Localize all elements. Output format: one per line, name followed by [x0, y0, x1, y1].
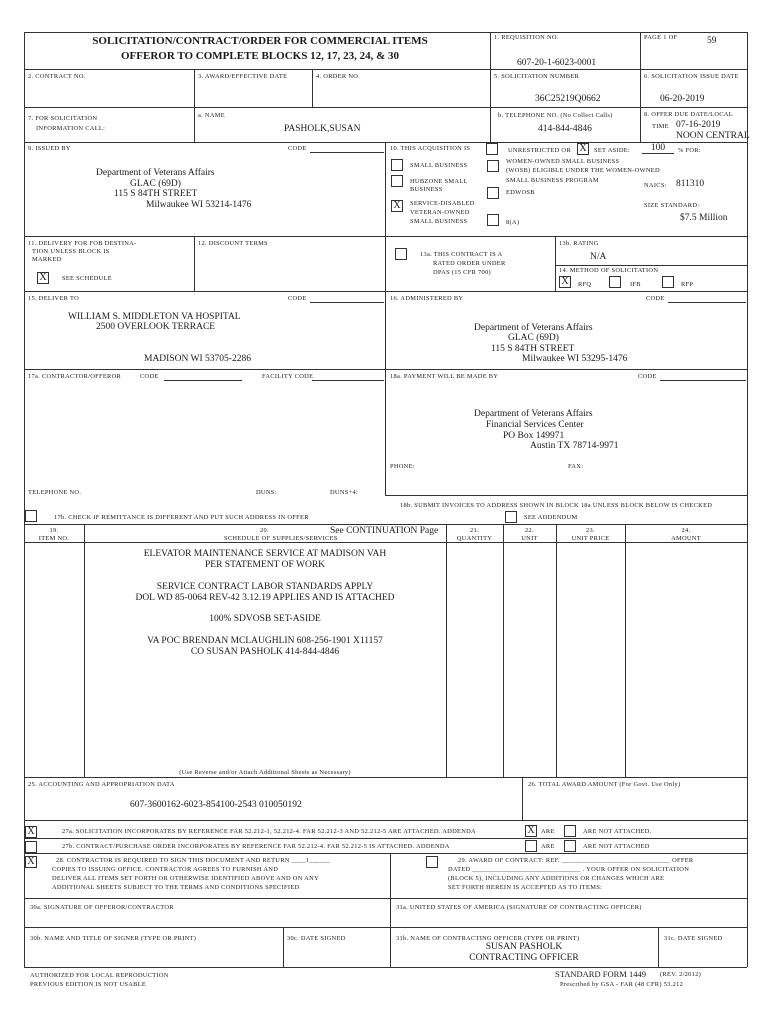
schedule-line: VA POC BRENDAN MCLAUGHLIN 608-256-1901 X11157 [147, 636, 383, 646]
form-title-line1: SOLICITATION/CONTRACT/ORDER FOR COMMERCIAL ITEMS [92, 35, 428, 47]
delivery-label-1: 11. DELIVERY FOR FOB DESTINA- [28, 240, 137, 247]
code-underline [310, 152, 384, 153]
schedule-line: SERVICE CONTRACT LABOR STANDARDS APPLY [156, 582, 374, 592]
col-item-no: ITEM NO. [38, 535, 70, 542]
deliver-line1: WILLIAM S. MIDDLETON VA HOSPITAL [68, 312, 241, 322]
offer-due-date[interactable]: 07-16-2019 [676, 120, 721, 130]
col-amount: AMOUNT [671, 535, 701, 542]
total-award-label: 26. TOTAL AWARD AMOUNT (For Govt. Use Only) [528, 781, 681, 788]
addenda-are-not-checkbox[interactable] [564, 825, 576, 837]
addenda2-are-not-checkbox[interactable] [564, 840, 576, 852]
schedule-line: CO SUSAN PASHOLK 414-844-4846 [190, 647, 340, 657]
issued-by-code-label: CODE [288, 145, 307, 152]
naics-code[interactable]: 811310 [676, 179, 705, 189]
submit-invoices-label: 18b. SUBMIT INVOICES TO ADDRESS SHOWN IN BLOCK 18a UNLESS BLOCK BELOW IS CHECKED [400, 502, 713, 509]
rfp-label: RFP [681, 281, 694, 288]
code-underline [312, 380, 384, 381]
rfp-checkbox[interactable] [662, 276, 674, 288]
signature-offeror-label: 30a. SIGNATURE OF OFFEROR/CONTRACTOR [30, 904, 174, 911]
admin-line2: GLAC (69D) [508, 333, 559, 343]
29-line1: 29. AWARD OF CONTRACT: REF. _______________________________ OFFER [458, 857, 694, 864]
col-amount-num: 24. [681, 527, 691, 534]
administered-code-label: CODE [646, 295, 665, 302]
page-count: 59 [707, 36, 717, 46]
col-unit-price-num: 23. [586, 527, 595, 534]
col-schedule-num: 20. [260, 527, 269, 534]
col-unit-num: 22. [525, 527, 534, 534]
28-line3: DELIVER ALL ITEMS SET FORTH OR OTHERWISE IDENTIFIED ABOVE AND ON ANY [52, 875, 319, 882]
29-checkbox[interactable] [426, 856, 438, 868]
small-business-label: SMALL BUSINESS [410, 162, 468, 169]
see-schedule-label: SEE SCHEDULE [62, 275, 112, 282]
rated-order-label-1: 13a. THIS CONTRACT IS A [420, 251, 503, 258]
rated-order-checkbox[interactable] [395, 248, 407, 260]
29-line2: DATED _______________________________ . YOUR OFFER ON SOLICITATION [448, 866, 690, 873]
schedule-line: DOL WD 85-0064 REV-42 3.12.19 APPLIES AND IS ATTACHED [135, 593, 395, 603]
contract-no-label: 2. CONTRACT NO. [28, 73, 86, 80]
unrestricted-checkbox[interactable] [486, 143, 498, 155]
sdvosb-label-3: SMALL BUSINESS [410, 218, 468, 225]
page-label: PAGE 1 OF [644, 34, 678, 41]
edwosb-label: EDWOSB [506, 189, 535, 196]
payment-line3: PO Box 149971 [503, 431, 565, 441]
addenda2-are-not-label: ARE NOT ATTACHED [583, 843, 650, 850]
payment-label: 18a. PAYMENT WILL BE MADE BY [390, 373, 499, 380]
schedule-line: PER STATEMENT OF WORK [204, 560, 326, 570]
29-line4: SET FORTH HEREIN IS ACCEPTED AS TO ITEMS: [448, 884, 603, 891]
offer-due-label: 8. OFFER DUE DATE/LOCAL [644, 111, 733, 118]
8a-checkbox[interactable] [487, 214, 499, 226]
payment-line4: Austin TX 78714-9971 [530, 441, 619, 451]
issuer-line3: 115 S 84TH STREET [114, 189, 198, 199]
officer-date-signed-label: 31c. DATE SIGNED [664, 935, 723, 942]
payment-code-label: CODE [638, 373, 657, 380]
naics-label: NAICS: [644, 182, 667, 189]
footer-revision: (REV. 2/2012) [660, 971, 702, 978]
col-quantity: QUANTITY [456, 535, 493, 542]
rated-order-label-3: DPAS (15 CFR 700) [433, 269, 491, 276]
28-line2: COPIES TO ISSUING OFFICE. CONTRACTOR AGREES TO FURNISH AND [52, 866, 279, 873]
signature-usa-label: 31a. UNITED STATES OF AMERICA (SIGNATURE OF CONTRACTING OFFICER) [396, 904, 642, 911]
remittance-checkbox[interactable] [25, 510, 37, 522]
admin-line3: 115 S 84TH STREET [491, 344, 575, 354]
requisition-number[interactable]: 607-20-1-6023-0001 [517, 58, 597, 68]
solicitation-date-label: 6. SOLICITATION ISSUE DATE [644, 73, 739, 80]
facility-code-label: FACILITY CODE [262, 373, 314, 380]
see-schedule-checkbox[interactable]: X [37, 272, 49, 284]
col-unit-price: UNIT PRICE [571, 535, 610, 542]
order-no-label: 4. ORDER NO. [316, 73, 361, 80]
issuer-line1: Department of Veterans Affairs [96, 168, 215, 178]
hubzone-label-2: BUSINESS [410, 186, 443, 193]
solicitation-number-label: 5. SOLICITATION NUMBER [494, 73, 580, 80]
administered-by-label: 16. ADMINISTERED BY [390, 295, 464, 302]
rating-value[interactable]: N/A [590, 252, 607, 262]
28-line1: 28. CONTRACTOR IS REQUIRED TO SIGN THIS DOCUMENT AND RETURN ____1______ [56, 857, 331, 864]
code-underline [310, 302, 384, 303]
signer-name-label: 30b. NAME AND TITLE OF SIGNER (TYPE OR PRINT) [30, 935, 197, 942]
admin-line4: Milwaukee WI 53295-1476 [522, 354, 628, 364]
col-quantity-num: 21. [470, 527, 479, 534]
code-underline [164, 380, 242, 381]
addenda-are-label: ARE [541, 828, 555, 835]
payment-line2: Financial Services Center [486, 420, 584, 430]
contractor-code-label: CODE [140, 373, 159, 380]
wosb-label-1: WOMEN-OWNED SMALL BUSINESS [506, 158, 620, 165]
28-line4: ADDITIONAL SHEETS SUBJECT TO THE TERMS AND CONDITIONS SPECIFIED [52, 884, 300, 891]
27b-checkbox[interactable] [25, 841, 37, 853]
offer-time-label: TIME [652, 123, 669, 130]
info-call-label-2: INFORMATION CALL: [36, 125, 106, 132]
footer-previous-edition: PREVIOUS EDITION IS NOT USABLE [30, 981, 147, 988]
size-standard-label: SIZE STANDARD: [644, 202, 700, 209]
addenda2-are-checkbox[interactable] [525, 840, 537, 852]
edwosb-checkbox[interactable] [487, 187, 499, 199]
admin-line1: Department of Veterans Affairs [474, 323, 593, 333]
col-item-no-num: 19. [49, 527, 59, 534]
telephone-label: b. TELEPHONE NO. (No Collect Calls) [498, 112, 613, 119]
col-unit: UNIT [521, 535, 538, 542]
footer-prescribed: Prescribed by GSA - FAR (48 CFR) 53.212 [560, 981, 684, 988]
solicitation-number[interactable]: 36C25219Q0662 [535, 94, 601, 104]
requisition-label: 1. REQUISITION NO. [494, 34, 559, 41]
deliver-to-label: 15. DELIVER TO [28, 295, 80, 302]
code-underline [660, 380, 746, 381]
issuer-line2: GLAC (69D) [130, 179, 181, 189]
discount-terms-label: 12. DISCOUNT TERMS [198, 240, 268, 247]
issuer-line4: Milwaukee WI 53214-1476 [146, 200, 252, 210]
hubzone-label-1: HUBZONE SMALL [410, 178, 468, 185]
8a-label: 8(A) [506, 219, 520, 226]
continuation-note: See CONTINUATION Page [330, 526, 439, 536]
form-title-line2: OFFEROR TO COMPLETE BLOCKS 12, 17, 23, 24, & 30 [121, 50, 399, 62]
telephone-no-label: TELEPHONE NO. [28, 489, 82, 496]
deliver-line3: MADISON WI 53705-2286 [144, 354, 251, 364]
accounting-label: 25. ACCOUNTING AND APPROPRIATION DATA [28, 781, 175, 788]
see-addendum-checkbox[interactable] [505, 511, 517, 523]
reverse-sheets-note: (Use Reverse and/or Attach Additional Sheets as Necessary) [179, 769, 351, 776]
set-aside-percent[interactable]: 100 [642, 143, 674, 154]
rating-label: 13b. RATING [559, 240, 599, 247]
contracting-officer-name: SUSAN PASHOLK [485, 942, 563, 952]
rfq-checkbox[interactable]: X [559, 276, 571, 288]
contact-phone[interactable]: 414-844-4846 [538, 124, 592, 134]
schedule-line: 100% SDVOSB SET-ASIDE [209, 614, 321, 624]
accounting-value[interactable]: 607-3600162-6023-854100-2543 010050192 [130, 800, 302, 810]
addenda-are-not-label: ARE NOT ATTACHED. [583, 828, 652, 835]
ifb-label: IFB [630, 281, 641, 288]
wosb-label-3: SMALL BUSINESS PROGRAM [506, 177, 600, 184]
footer-reproduction: AUTHORIZED FOR LOCAL REPRODUCTION [30, 972, 169, 979]
fax-label: FAX: [568, 463, 584, 470]
code-underline [668, 302, 746, 303]
phone-label: PHONE: [390, 463, 415, 470]
29-line3: (BLOCK 5), INCLUDING ANY ADDITIONS OR CHANGES WHICH ARE [448, 875, 665, 882]
see-addendum-label: SEE ADDENDUM [524, 514, 578, 521]
solicitation-date[interactable]: 06-20-2019 [660, 94, 705, 104]
rated-order-label-2: RATED ORDER UNDER [433, 260, 506, 267]
award-date-label: 3. AWARD/EFFECTIVE DATE [198, 73, 288, 80]
percent-for-label: % FOR: [678, 147, 701, 154]
ifb-checkbox[interactable] [609, 276, 621, 288]
offer-due-time[interactable]: NOON CENTRAL [676, 131, 750, 141]
27b-label: 27b. CONTRACT/PURCHASE ORDER INCORPORATES BY REFERENCE FAR 52.212-4. FAR 52.212-5 IS ATTACHED. ADDENDA [62, 843, 450, 850]
footer-form-number: STANDARD FORM 1449 [555, 969, 646, 979]
addenda-are-checkbox[interactable]: X [525, 825, 537, 837]
set-aside-label: SET ASIDE: [594, 147, 631, 154]
contracting-officer-label: 31b. NAME OF CONTRACTING OFFICER (TYPE OR PRINT) [396, 935, 580, 942]
sdvosb-checkbox[interactable]: X [391, 200, 403, 212]
col-schedule: SCHEDULE OF SUPPLIES/SERVICES [224, 535, 338, 542]
issued-by-label: 9. ISSUED BY [28, 145, 71, 152]
payment-line1: Department of Veterans Affairs [474, 409, 593, 419]
deliver-line2: 2500 OVERLOOK TERRACE [96, 322, 216, 332]
small-business-checkbox[interactable] [391, 159, 403, 171]
27a-checkbox[interactable]: X [25, 826, 37, 838]
sdvosb-label-1: SERVICE-DISABLED [410, 200, 475, 207]
set-aside-checkbox[interactable]: X [577, 143, 589, 155]
unrestricted-label: UNRESTRICTED OR [508, 147, 571, 154]
info-call-label-1: 7. FOR SOLICITATION [28, 115, 98, 122]
duns-label: DUNS: [256, 489, 277, 496]
date-signed-label: 30c. DATE SIGNED [287, 935, 346, 942]
method-label: 14. METHOD OF SOLICITATION [559, 267, 659, 274]
wosb-checkbox[interactable] [487, 160, 499, 172]
name-label: a. NAME [198, 112, 225, 119]
rfq-label: RFQ [578, 281, 592, 288]
delivery-label-3: MARKED [32, 256, 62, 263]
size-standard-value[interactable]: $7.5 Million [680, 213, 728, 223]
schedule-line: ELEVATOR MAINTENANCE SERVICE AT MADISON VAH [143, 549, 387, 559]
remittance-label: 17b. CHECK IF REMITTANCE IS DIFFERENT AND PUT SUCH ADDRESS IN OFFER [54, 514, 309, 521]
hubzone-checkbox[interactable] [391, 175, 403, 187]
delivery-label-2: TION UNLESS BLOCK IS [32, 248, 110, 255]
27a-label: 27a. SOLICITATION INCORPORATES BY REFERENCE FAR 52.212-1, 52.212-4. FAR 52.212-3 AND 52.212-5 ARE ATTACHED. ADDENDA [62, 828, 476, 835]
contracting-officer-title: CONTRACTING OFFICER [469, 953, 579, 963]
sdvosb-label-2: VETERAN-OWNED [410, 209, 470, 216]
addenda2-are-label: ARE [541, 843, 555, 850]
28-checkbox[interactable]: X [25, 856, 37, 868]
wosb-label-2: (WOSB) ELIGIBLE UNDER THE WOMEN-OWNED [506, 167, 660, 174]
deliver-to-code-label: CODE [288, 295, 307, 302]
duns-plus4-label: DUNS+4: [330, 489, 359, 496]
acquisition-label: 10. THIS ACQUISITION IS [390, 145, 471, 152]
contractor-label: 17a. CONTRACTOR/OFFEROR [28, 373, 122, 380]
contact-name[interactable]: PASHOLK,SUSAN [284, 124, 361, 134]
